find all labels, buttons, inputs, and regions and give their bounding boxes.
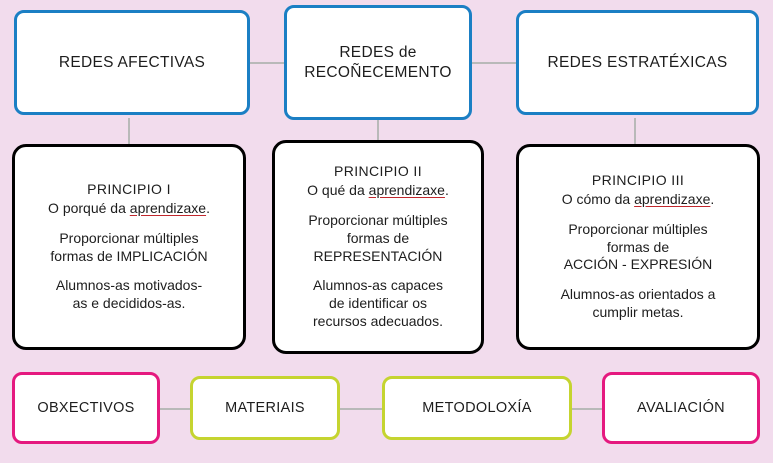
principle-box-2[interactable] (272, 140, 484, 354)
principle-3-subtitle-keyword: aprendizaxe (634, 190, 711, 207)
network-label-reconecemento-line2: RECOÑECEMENTO (304, 63, 452, 81)
principle-3-subtitle-pre: O cómo da (561, 190, 635, 207)
principle-1-p2-line2: as e decididos-as. (72, 295, 186, 312)
principle-2-p1-line2: formas de (346, 229, 410, 246)
network-label-reconecemento-line1: REDES de (339, 44, 417, 62)
principle-1-p1-line2: formas de IMPLICACIÓN (50, 247, 208, 264)
phase-box-materiais[interactable] (190, 376, 340, 440)
principle-2-subtitle-keyword: aprendizaxe (368, 181, 445, 198)
phase-box-metodoloxia[interactable] (382, 376, 572, 440)
connector-net2-net3 (472, 62, 516, 64)
principle-1-p2-line1: Alumnos-as motivados- (55, 277, 203, 294)
connector-net1-net2 (250, 62, 284, 64)
principle-2-p2-line2: de identificar os (328, 295, 428, 312)
principle-1-subtitle-post: . (206, 199, 210, 216)
principle-1-paragraph-2 (56, 277, 202, 313)
connector-phase3-phase4 (572, 408, 602, 410)
principle-2-p2-line3: recursos adecuados. (313, 313, 443, 330)
principle-3-paragraph-2 (561, 286, 716, 322)
principle-3-paragraph-1 (564, 221, 713, 275)
principle-3-p1-line1: Proporcionar múltiples (568, 220, 708, 237)
network-box-reconecemento[interactable] (284, 5, 472, 120)
principle-3-title: PRINCIPIO III (591, 171, 685, 188)
connector-net2-prin2 (377, 118, 379, 140)
network-label-estratexicas: REDES ESTRATÉXICAS (547, 53, 728, 71)
network-label-reconecemento (304, 43, 451, 82)
principle-1-subtitle-keyword: aprendizaxe (129, 199, 207, 216)
principle-2-p2-line1: Alumnos-as capaces (313, 277, 443, 294)
principle-2-p1-line1: Proporcionar múltiples (308, 211, 448, 228)
connector-phase2-phase3 (340, 408, 382, 410)
principle-1-subtitle-pre: O porqué da (48, 199, 130, 216)
network-box-estratexicas[interactable] (516, 10, 759, 115)
principle-1-title: PRINCIPIO I (87, 180, 171, 197)
principle-2-subtitle-post: . (444, 181, 449, 198)
principle-1-subtitle (48, 200, 210, 218)
phase-box-avaliacion[interactable] (602, 372, 760, 444)
principle-2-title: PRINCIPIO II (333, 162, 423, 179)
principle-2-paragraph-2 (313, 277, 443, 331)
principle-3-p2-line2: cumplir metas. (592, 304, 684, 321)
phase-label-metodoloxia: METODOLOXÍA (422, 400, 532, 416)
principle-box-3[interactable] (516, 144, 760, 350)
principle-3-p2-line1: Alumnos-as orientados a (560, 286, 716, 303)
principle-3-p1-line3: ACCIÓN - EXPRESIÓN (563, 256, 713, 273)
principle-2-subtitle-pre: O qué da (307, 181, 369, 198)
phase-label-materiais: MATERIAIS (225, 400, 305, 416)
connector-net3-prin3 (634, 118, 636, 144)
phase-box-obxectivos[interactable] (12, 372, 160, 444)
phase-label-avaliacion: AVALIACIÓN (637, 400, 725, 416)
connector-net1-prin1 (128, 118, 130, 144)
connector-phase1-phase2 (160, 408, 190, 410)
principle-3-subtitle (562, 191, 715, 209)
network-label-afectivas: REDES AFECTIVAS (58, 53, 206, 71)
principle-3-subtitle-post: . (710, 190, 715, 207)
network-box-afectivas[interactable] (14, 10, 250, 115)
principle-2-p1-line3: REPRESENTACIÓN (313, 247, 443, 264)
principle-1-paragraph-1 (50, 230, 207, 266)
phase-label-obxectivos: OBXECTIVOS (37, 400, 135, 416)
principle-2-subtitle (307, 182, 449, 200)
principle-3-p1-line2: formas de (606, 238, 670, 255)
principle-2-paragraph-1 (308, 212, 447, 266)
principle-box-1[interactable] (12, 144, 246, 350)
principle-1-p1-line1: Proporcionar múltiples (59, 229, 199, 246)
